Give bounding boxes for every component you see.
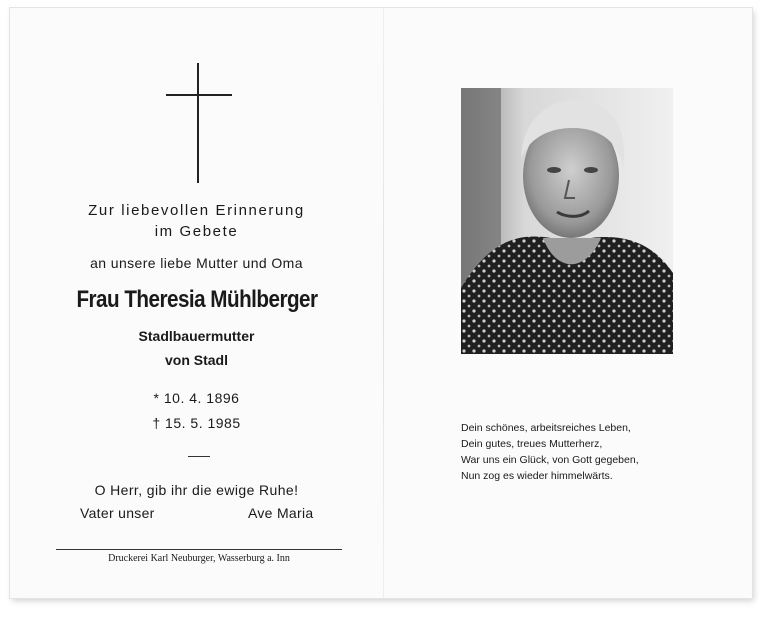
- poem-line: Nun zog es wieder himmelwärts.: [461, 470, 613, 482]
- birth-date: * 10. 4. 1896: [153, 390, 240, 406]
- card-left-panel: [10, 8, 383, 598]
- poem-line: Dein gutes, treues Mutterherz,: [461, 438, 603, 450]
- card-right-panel: [384, 8, 752, 598]
- place-of-origin: von Stadl: [164, 352, 228, 368]
- occupation: Stadlbauermutter: [138, 328, 255, 344]
- dedication-line: an unsere liebe Mutter und Oma: [90, 255, 303, 271]
- prayer-text: O Herr, gib ihr die ewige Ruhe!: [94, 482, 299, 498]
- divider: [188, 456, 210, 457]
- remembrance-line: Zur liebevollen Erinnerung: [88, 202, 305, 219]
- printer-rule: [56, 549, 342, 550]
- portrait-photo: [461, 88, 673, 354]
- prayer-line: im Gebete: [154, 223, 239, 240]
- poem-line: Dein schönes, arbeitsreiches Leben,: [461, 422, 631, 434]
- memorial-card: [10, 8, 752, 598]
- prayer-ave-maria: Ave Maria: [248, 505, 314, 521]
- memorial-poem: [461, 420, 639, 484]
- printer-credit: Druckerei Karl Neuburger, Wasserburg a. Inn: [108, 553, 290, 564]
- death-date: † 15. 5. 1985: [152, 415, 241, 431]
- poem-line: War uns ein Glück, von Gott gegeben,: [461, 454, 639, 466]
- deceased-name: Frau Theresia Mühlberger: [76, 286, 318, 313]
- prayer-vater-unser: Vater unser: [80, 505, 155, 521]
